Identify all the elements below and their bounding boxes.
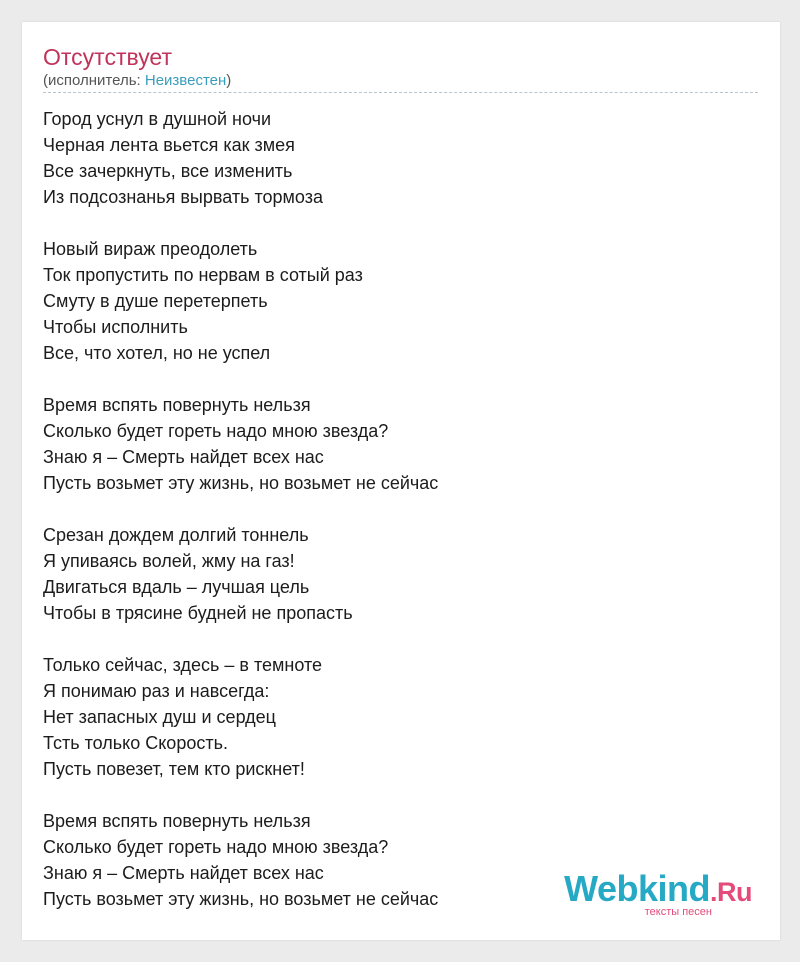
lyric-line: Время вспять повернуть нельзя xyxy=(43,811,311,831)
stanza xyxy=(43,808,438,912)
lyrics-text xyxy=(43,106,438,938)
lyric-line: Пусть возьмет эту жизнь, но возьмет не сейчас xyxy=(43,473,439,493)
lyric-line: Пусть возьмет эту жизнь, но возьмет не сейчас xyxy=(43,889,439,909)
artist-link[interactable]: Неизвестен xyxy=(144,72,227,89)
stanza xyxy=(43,652,438,782)
stanza xyxy=(43,392,438,496)
lyric-line: Все зачеркнуть, все изменить xyxy=(43,161,293,181)
artist-prefix: (исполнитель: xyxy=(43,72,145,89)
lyric-line: Из подсознанья вырвать тормоза xyxy=(43,187,323,207)
lyric-line: Сколько будет гореть надо мною звезда? xyxy=(43,837,389,857)
logo-tagline: тексты песен xyxy=(644,906,712,918)
lyric-line: Смуту в душе перетерпеть xyxy=(43,291,268,311)
lyric-line: Все, что хотел, но не успел xyxy=(43,343,271,363)
lyric-line: Новый вираж преодолеть xyxy=(43,239,258,259)
logo-main-text: Webkind xyxy=(564,868,710,909)
lyric-line: Двигаться вдаль – лучшая цель xyxy=(43,577,310,597)
lyric-line: Время вспять повернуть нельзя xyxy=(43,395,311,415)
lyric-line: Тсть только Скорость. xyxy=(43,733,228,753)
lyrics-card xyxy=(22,22,780,940)
lyric-line: Срезан дождем долгий тоннель xyxy=(43,525,309,545)
lyric-line: Сколько будет гореть надо мною звезда? xyxy=(43,421,389,441)
stanza xyxy=(43,106,438,210)
lyric-line: Черная лента вьется как змея xyxy=(43,135,295,155)
logo-tld: .Ru xyxy=(710,877,752,907)
lyric-line: Я понимаю раз и навсегда: xyxy=(43,681,270,701)
lyric-line: Знаю я – Смерть найдет всех нас xyxy=(43,447,324,467)
lyric-line: Чтобы исполнить xyxy=(43,317,188,337)
artist-line xyxy=(43,72,231,90)
lyric-line: Ток пропустить по нервам в сотый раз xyxy=(43,265,363,285)
song-title: Отсутствует xyxy=(43,44,172,70)
stanza xyxy=(43,236,438,366)
lyric-line: Пусть повезет, тем кто рискнет! xyxy=(43,759,305,779)
logo-wordmark xyxy=(564,868,752,910)
site-logo[interactable] xyxy=(564,868,752,918)
lyric-line: Только сейчас, здесь – в темноте xyxy=(43,655,322,675)
stanza xyxy=(43,522,438,626)
divider xyxy=(43,92,758,93)
lyric-line: Я упиваясь волей, жму на газ! xyxy=(43,551,295,571)
lyric-line: Город уснул в душной ночи xyxy=(43,109,272,129)
lyric-line: Нет запасных душ и сердец xyxy=(43,707,276,727)
lyric-line: Знаю я – Смерть найдет всех нас xyxy=(43,863,324,883)
artist-suffix: ) xyxy=(226,72,232,89)
lyric-line: Чтобы в трясине будней не пропасть xyxy=(43,603,353,623)
